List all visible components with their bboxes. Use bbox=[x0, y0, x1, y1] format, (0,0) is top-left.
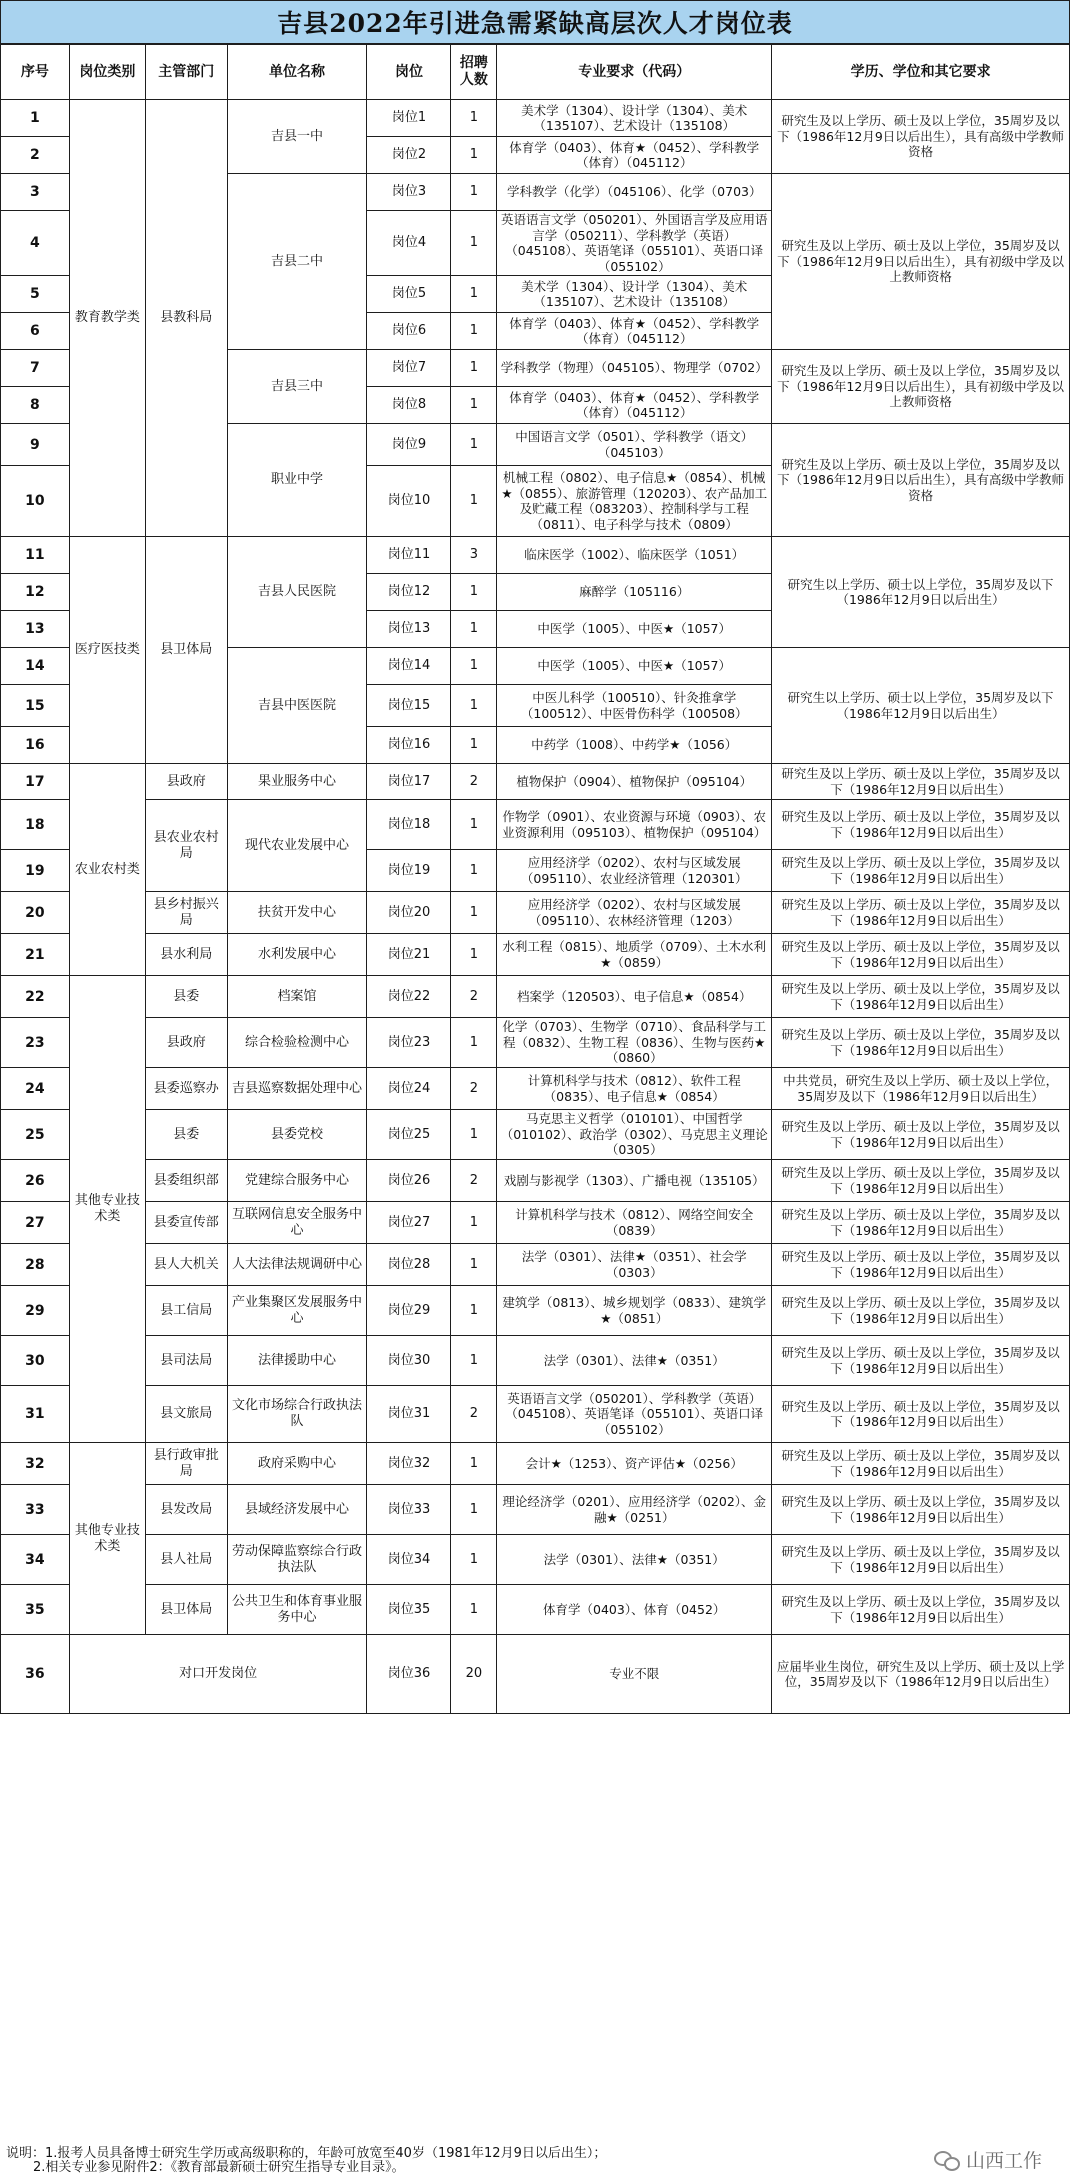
major-cell: 计算机科学与技术（0812）、软件工程（0835）、电子信息★（0854） bbox=[497, 1068, 772, 1110]
major-cell: 体育学（0403）、体育★（0452）、学科教学（体育）（045112） bbox=[497, 313, 772, 350]
post-cell: 岗位28 bbox=[367, 1244, 451, 1286]
count-cell: 1 bbox=[451, 387, 497, 424]
major-cell: 植物保护（0904）、植物保护（095104） bbox=[497, 764, 772, 800]
department-cell: 县农业农村局 bbox=[146, 800, 227, 892]
row-no: 23 bbox=[1, 1018, 70, 1068]
table-row bbox=[1, 976, 1070, 1018]
table-row bbox=[1, 1068, 1070, 1110]
count-cell: 1 bbox=[451, 850, 497, 892]
post-cell: 岗位1 bbox=[367, 100, 451, 137]
department-cell: 县教科局 bbox=[146, 100, 227, 537]
major-cell: 建筑学（0813）、城乡规划学（0833）、建筑学★（0851） bbox=[497, 1286, 772, 1336]
row-no: 9 bbox=[1, 424, 70, 466]
post-cell: 岗位31 bbox=[367, 1386, 451, 1443]
major-cell: 学科教学（物理）（045105）、物理学（0702） bbox=[497, 350, 772, 387]
post-cell: 岗位7 bbox=[367, 350, 451, 387]
row-no: 17 bbox=[1, 764, 70, 800]
row-no: 25 bbox=[1, 1110, 70, 1160]
post-cell: 岗位15 bbox=[367, 685, 451, 727]
positions-table bbox=[0, 44, 1070, 1714]
major-cell: 中医学（1005）、中医★（1057） bbox=[497, 611, 772, 648]
major-cell: 中医学（1005）、中医★（1057） bbox=[497, 648, 772, 685]
requirement-cell: 研究生及以上学历、硕士及以上学位，35周岁及以下（1986年12月9日以后出生） bbox=[772, 1018, 1070, 1068]
header-major: 专业要求（代码） bbox=[497, 45, 772, 100]
table-row bbox=[1, 1110, 1070, 1160]
count-cell: 1 bbox=[451, 313, 497, 350]
post-cell: 岗位33 bbox=[367, 1485, 451, 1535]
department-cell: 县委宣传部 bbox=[146, 1202, 227, 1244]
count-cell: 1 bbox=[451, 137, 497, 174]
count-cell: 1 bbox=[451, 1202, 497, 1244]
major-cell: 学科教学（化学）（045106）、化学（0703） bbox=[497, 174, 772, 211]
department-cell: 县委 bbox=[146, 1110, 227, 1160]
department-cell: 县人大机关 bbox=[146, 1244, 227, 1286]
major-cell: 体育学（0403）、体育★（0452）、学科教学（体育）（045112） bbox=[497, 137, 772, 174]
count-cell: 2 bbox=[451, 764, 497, 800]
row-no: 26 bbox=[1, 1160, 70, 1202]
department-cell: 县发改局 bbox=[146, 1485, 227, 1535]
unit-cell: 产业集聚区发展服务中心 bbox=[227, 1286, 367, 1336]
table-row bbox=[1, 1386, 1070, 1443]
major-cell: 美术学（1304）、设计学（1304）、美术（135107）、艺术设计（135108） bbox=[497, 100, 772, 137]
unit-cell: 吉县中医医院 bbox=[227, 648, 367, 764]
major-cell: 体育学（0403）、体育（0452） bbox=[497, 1585, 772, 1635]
post-cell: 岗位34 bbox=[367, 1535, 451, 1585]
count-cell: 2 bbox=[451, 976, 497, 1018]
unit-cell: 职业中学 bbox=[227, 424, 367, 537]
unit-cell: 人大法律法规调研中心 bbox=[227, 1244, 367, 1286]
count-cell: 1 bbox=[451, 1585, 497, 1635]
watermark bbox=[934, 2146, 1042, 2173]
row-no: 19 bbox=[1, 850, 70, 892]
requirement-cell: 研究生以上学历、硕士以上学位，35周岁及以下（1986年12月9日以后出生） bbox=[772, 648, 1070, 764]
row-no: 14 bbox=[1, 648, 70, 685]
table-row bbox=[1, 800, 1070, 850]
requirement-cell: 研究生及以上学历、硕士及以上学位，35周岁及以下（1986年12月9日以后出生） bbox=[772, 1286, 1070, 1336]
department-cell: 县委巡察办 bbox=[146, 1068, 227, 1110]
table-row bbox=[1, 764, 1070, 800]
count-cell: 2 bbox=[451, 1160, 497, 1202]
header-no: 序号 bbox=[1, 45, 70, 100]
major-cell: 机械工程（0802）、电子信息★（0854）、机械★（0855）、旅游管理（120203）、农产品加工及贮藏工程（083203）、控制科学与工程（0811）、电子科学与技术（0809） bbox=[497, 466, 772, 537]
post-cell: 岗位23 bbox=[367, 1018, 451, 1068]
post-cell: 岗位6 bbox=[367, 313, 451, 350]
count-cell: 1 bbox=[451, 648, 497, 685]
post-cell: 岗位14 bbox=[367, 648, 451, 685]
major-cell: 美术学（1304）、设计学（1304）、美术（135107）、艺术设计（135108） bbox=[497, 276, 772, 313]
requirement-cell: 研究生及以上学历、硕士及以上学位，35周岁及以下（1986年12月9日以后出生），具有初级中学及以上教师资格 bbox=[772, 350, 1070, 424]
table-row bbox=[1, 1336, 1070, 1386]
count-cell: 20 bbox=[451, 1635, 497, 1714]
count-cell: 2 bbox=[451, 1386, 497, 1443]
row-no: 24 bbox=[1, 1068, 70, 1110]
post-cell: 岗位9 bbox=[367, 424, 451, 466]
unit-cell: 现代农业发展中心 bbox=[227, 800, 367, 892]
row-no: 30 bbox=[1, 1336, 70, 1386]
major-cell: 专业不限 bbox=[497, 1635, 772, 1714]
row-no: 10 bbox=[1, 466, 70, 537]
count-cell: 1 bbox=[451, 574, 497, 611]
major-cell: 体育学（0403）、体育★（0452）、学科教学（体育）（045112） bbox=[497, 387, 772, 424]
major-cell: 水利工程（0815）、地质学（0709）、土木水利★（0859） bbox=[497, 934, 772, 976]
row-no: 11 bbox=[1, 537, 70, 574]
count-cell: 1 bbox=[451, 100, 497, 137]
requirement-cell: 研究生及以上学历、硕士及以上学位，35周岁及以下（1986年12月9日以后出生） bbox=[772, 892, 1070, 934]
row-no: 16 bbox=[1, 727, 70, 764]
unit-cell: 吉县一中 bbox=[227, 100, 367, 174]
requirement-cell: 研究生及以上学历、硕士及以上学位，35周岁及以下（1986年12月9日以后出生），具有高级中学教师资格 bbox=[772, 100, 1070, 174]
row-no: 1 bbox=[1, 100, 70, 137]
unit-cell: 综合检验检测中心 bbox=[227, 1018, 367, 1068]
major-cell: 会计★（1253）、资产评估★（0256） bbox=[497, 1443, 772, 1485]
post-cell: 岗位11 bbox=[367, 537, 451, 574]
major-cell: 法学（0301）、法律★（0351）、社会学（0303） bbox=[497, 1244, 772, 1286]
post-cell: 岗位21 bbox=[367, 934, 451, 976]
post-cell: 岗位32 bbox=[367, 1443, 451, 1485]
count-cell: 1 bbox=[451, 611, 497, 648]
post-cell: 岗位25 bbox=[367, 1110, 451, 1160]
row-no: 20 bbox=[1, 892, 70, 934]
table-header-row bbox=[1, 45, 1070, 100]
requirement-cell: 研究生及以上学历、硕士及以上学位，35周岁及以下（1986年12月9日以后出生） bbox=[772, 1244, 1070, 1286]
row-no: 27 bbox=[1, 1202, 70, 1244]
row-no: 8 bbox=[1, 387, 70, 424]
department-cell: 县行政审批局 bbox=[146, 1443, 227, 1485]
post-cell: 岗位10 bbox=[367, 466, 451, 537]
major-cell: 英语语言文学（050201）、学科教学（英语）（045108）、英语笔译（055101）、英语口译（055102） bbox=[497, 1386, 772, 1443]
major-cell: 理论经济学（0201）、应用经济学（0202）、金融★（0251） bbox=[497, 1485, 772, 1535]
requirement-cell: 研究生及以上学历、硕士及以上学位，35周岁及以下（1986年12月9日以后出生） bbox=[772, 1336, 1070, 1386]
post-cell: 岗位13 bbox=[367, 611, 451, 648]
count-cell: 1 bbox=[451, 934, 497, 976]
table-row bbox=[1, 1443, 1070, 1485]
notes bbox=[6, 2147, 1066, 2175]
count-cell: 2 bbox=[451, 1068, 497, 1110]
header-unit: 单位名称 bbox=[227, 45, 367, 100]
major-cell: 法学（0301）、法律★（0351） bbox=[497, 1535, 772, 1585]
post-cell: 岗位30 bbox=[367, 1336, 451, 1386]
row-no: 34 bbox=[1, 1535, 70, 1585]
unit-cell: 劳动保障监察综合行政执法队 bbox=[227, 1535, 367, 1585]
post-cell: 岗位20 bbox=[367, 892, 451, 934]
post-cell: 岗位8 bbox=[367, 387, 451, 424]
count-cell: 1 bbox=[451, 466, 497, 537]
post-cell: 岗位27 bbox=[367, 1202, 451, 1244]
category-cell: 医疗医技类 bbox=[69, 537, 145, 764]
major-cell: 麻醉学（105116） bbox=[497, 574, 772, 611]
unit-cell: 吉县二中 bbox=[227, 174, 367, 350]
row-no: 12 bbox=[1, 574, 70, 611]
header-category: 岗位类别 bbox=[69, 45, 145, 100]
requirement-cell: 研究生及以上学历、硕士及以上学位，35周岁及以下（1986年12月9日以后出生），具有高级中学教师资格 bbox=[772, 424, 1070, 537]
table-row bbox=[1, 934, 1070, 976]
row-no: 21 bbox=[1, 934, 70, 976]
major-cell: 化学（0703）、生物学（0710）、食品科学与工程（0832）、生物工程（0836）、生物与医药★（0860） bbox=[497, 1018, 772, 1068]
requirement-cell: 中共党员，研究生及以上学历、硕士及以上学位，35周岁及以下（1986年12月9日以后出生） bbox=[772, 1068, 1070, 1110]
watermark-text: 山西工作 bbox=[965, 2150, 1042, 2172]
row-no: 29 bbox=[1, 1286, 70, 1336]
requirement-cell: 研究生及以上学历、硕士及以上学位，35周岁及以下（1986年12月9日以后出生） bbox=[772, 1535, 1070, 1585]
requirement-cell: 研究生及以上学历、硕士及以上学位，35周岁及以下（1986年12月9日以后出生） bbox=[772, 764, 1070, 800]
count-cell: 1 bbox=[451, 1535, 497, 1585]
major-cell: 临床医学（1002）、临床医学（1051） bbox=[497, 537, 772, 574]
requirement-cell: 研究生及以上学历、硕士及以上学位，35周岁及以下（1986年12月9日以后出生），具有初级中学及以上教师资格 bbox=[772, 174, 1070, 350]
post-cell: 岗位2 bbox=[367, 137, 451, 174]
requirement-cell: 研究生及以上学历、硕士及以上学位，35周岁及以下（1986年12月9日以后出生） bbox=[772, 1386, 1070, 1443]
count-cell: 1 bbox=[451, 1110, 497, 1160]
major-cell: 作物学（0901）、农业资源与环境（0903）、农业资源利用（095103）、植物保护（095104） bbox=[497, 800, 772, 850]
count-cell: 1 bbox=[451, 211, 497, 276]
post-cell: 岗位18 bbox=[367, 800, 451, 850]
unit-cell: 县域经济发展中心 bbox=[227, 1485, 367, 1535]
major-cell: 英语语言文学（050201）、外国语言学及应用语言学（050211）、学科教学（英语）（045108）、英语笔译（055101）、英语口译（055102） bbox=[497, 211, 772, 276]
table-row bbox=[1, 537, 1070, 574]
major-cell: 中医儿科学（100510）、针灸推拿学（100512）、中医骨伤科学（100508） bbox=[497, 685, 772, 727]
unit-cell: 县委党校 bbox=[227, 1110, 367, 1160]
count-cell: 1 bbox=[451, 1286, 497, 1336]
note-line-1: 说明：1.报考人员具备博士研究生学历或高级职称的，年龄可放宽至40岁（1981年12月9日以后出生）； bbox=[6, 2146, 607, 2161]
special-post-cell: 对口开发岗位 bbox=[69, 1635, 367, 1714]
table-row bbox=[1, 892, 1070, 934]
row-no: 13 bbox=[1, 611, 70, 648]
department-cell: 县工信局 bbox=[146, 1286, 227, 1336]
requirement-cell: 研究生及以上学历、硕士及以上学位，35周岁及以下（1986年12月9日以后出生） bbox=[772, 800, 1070, 850]
row-no: 33 bbox=[1, 1485, 70, 1535]
department-cell: 县人社局 bbox=[146, 1535, 227, 1585]
department-cell: 县卫体局 bbox=[146, 1585, 227, 1635]
unit-cell: 公共卫生和体育事业服务中心 bbox=[227, 1585, 367, 1635]
post-cell: 岗位24 bbox=[367, 1068, 451, 1110]
table-row bbox=[1, 100, 1070, 137]
count-cell: 3 bbox=[451, 537, 497, 574]
requirement-cell: 研究生及以上学历、硕士及以上学位，35周岁及以下（1986年12月9日以后出生） bbox=[772, 1202, 1070, 1244]
row-no: 2 bbox=[1, 137, 70, 174]
major-cell: 计算机科学与技术（0812）、网络空间安全（0839） bbox=[497, 1202, 772, 1244]
post-cell: 岗位16 bbox=[367, 727, 451, 764]
category-cell: 其他专业技术类 bbox=[69, 976, 145, 1443]
major-cell: 应用经济学（0202）、农村与区域发展（095110）、农业经济管理（120301） bbox=[497, 850, 772, 892]
row-no: 22 bbox=[1, 976, 70, 1018]
table-row bbox=[1, 1635, 1070, 1714]
table-row bbox=[1, 1485, 1070, 1535]
unit-cell: 档案馆 bbox=[227, 976, 367, 1018]
major-cell: 法学（0301）、法律★（0351） bbox=[497, 1336, 772, 1386]
requirement-cell: 研究生及以上学历、硕士及以上学位，35周岁及以下（1986年12月9日以后出生） bbox=[772, 1160, 1070, 1202]
row-no: 3 bbox=[1, 174, 70, 211]
department-cell: 县政府 bbox=[146, 764, 227, 800]
major-cell: 中药学（1008）、中药学★（1056） bbox=[497, 727, 772, 764]
header-department: 主管部门 bbox=[146, 45, 227, 100]
count-cell: 1 bbox=[451, 174, 497, 211]
major-cell: 马克思主义哲学（010101）、中国哲学（010102）、政治学（0302）、马克思主义理论（0305） bbox=[497, 1110, 772, 1160]
table-row bbox=[1, 1585, 1070, 1635]
post-cell: 岗位3 bbox=[367, 174, 451, 211]
post-cell: 岗位4 bbox=[367, 211, 451, 276]
requirement-cell: 研究生及以上学历、硕士及以上学位，35周岁及以下（1986年12月9日以后出生） bbox=[772, 934, 1070, 976]
requirement-cell: 研究生及以上学历、硕士及以上学位，35周岁及以下（1986年12月9日以后出生） bbox=[772, 976, 1070, 1018]
count-cell: 1 bbox=[451, 424, 497, 466]
table-row bbox=[1, 1286, 1070, 1336]
department-cell: 县委组织部 bbox=[146, 1160, 227, 1202]
header-post: 岗位 bbox=[367, 45, 451, 100]
count-cell: 1 bbox=[451, 727, 497, 764]
row-no: 6 bbox=[1, 313, 70, 350]
count-cell: 1 bbox=[451, 800, 497, 850]
post-cell: 岗位29 bbox=[367, 1286, 451, 1336]
count-cell: 1 bbox=[451, 1018, 497, 1068]
page-title: 吉县2022年引进急需紧缺高层次人才岗位表 bbox=[0, 0, 1070, 44]
post-cell: 岗位36 bbox=[367, 1635, 451, 1714]
table-row bbox=[1, 1535, 1070, 1585]
unit-cell: 文化市场综合行政执法队 bbox=[227, 1386, 367, 1443]
note-line-2: 2.相关专业参见附件2：《教育部最新硕士研究生指导专业目录》。 bbox=[33, 2160, 405, 2175]
major-cell: 应用经济学（0202）、农村与区域发展（095110）、农林经济管理（1203） bbox=[497, 892, 772, 934]
post-cell: 岗位22 bbox=[367, 976, 451, 1018]
count-cell: 1 bbox=[451, 350, 497, 387]
department-cell: 县司法局 bbox=[146, 1336, 227, 1386]
table-row bbox=[1, 1244, 1070, 1286]
unit-cell: 吉县巡察数据处理中心 bbox=[227, 1068, 367, 1110]
row-no: 31 bbox=[1, 1386, 70, 1443]
post-cell: 岗位12 bbox=[367, 574, 451, 611]
requirement-cell: 研究生及以上学历、硕士及以上学位，35周岁及以下（1986年12月9日以后出生） bbox=[772, 850, 1070, 892]
count-cell: 1 bbox=[451, 892, 497, 934]
category-cell: 教育教学类 bbox=[69, 100, 145, 537]
table-row bbox=[1, 1202, 1070, 1244]
row-no: 36 bbox=[1, 1635, 70, 1714]
requirement-cell: 研究生及以上学历、硕士及以上学位，35周岁及以下（1986年12月9日以后出生） bbox=[772, 1443, 1070, 1485]
count-cell: 1 bbox=[451, 685, 497, 727]
requirement-cell: 研究生及以上学历、硕士及以上学位，35周岁及以下（1986年12月9日以后出生） bbox=[772, 1110, 1070, 1160]
post-cell: 岗位5 bbox=[367, 276, 451, 313]
row-no: 15 bbox=[1, 685, 70, 727]
major-cell: 中国语言文学（0501）、学科教学（语文）（045103） bbox=[497, 424, 772, 466]
table-row bbox=[1, 1018, 1070, 1068]
department-cell: 县文旅局 bbox=[146, 1386, 227, 1443]
unit-cell: 果业服务中心 bbox=[227, 764, 367, 800]
count-cell: 1 bbox=[451, 1485, 497, 1535]
count-cell: 1 bbox=[451, 1244, 497, 1286]
header-count: 招聘人数 bbox=[451, 45, 497, 100]
count-cell: 1 bbox=[451, 1443, 497, 1485]
row-no: 28 bbox=[1, 1244, 70, 1286]
unit-cell: 互联网信息安全服务中心 bbox=[227, 1202, 367, 1244]
department-cell: 县卫体局 bbox=[146, 537, 227, 764]
unit-cell: 党建综合服务中心 bbox=[227, 1160, 367, 1202]
department-cell: 县乡村振兴局 bbox=[146, 892, 227, 934]
count-cell: 1 bbox=[451, 276, 497, 313]
unit-cell: 水利发展中心 bbox=[227, 934, 367, 976]
requirement-cell: 研究生及以上学历、硕士及以上学位，35周岁及以下（1986年12月9日以后出生） bbox=[772, 1485, 1070, 1535]
row-no: 32 bbox=[1, 1443, 70, 1485]
header-requirements: 学历、学位和其它要求 bbox=[772, 45, 1070, 100]
requirement-cell: 应届毕业生岗位，研究生及以上学历、硕士及以上学位，35周岁及以下（1986年12月9日以后出生） bbox=[772, 1635, 1070, 1714]
count-cell: 1 bbox=[451, 1336, 497, 1386]
post-cell: 岗位35 bbox=[367, 1585, 451, 1635]
major-cell: 档案学（120503）、电子信息★（0854） bbox=[497, 976, 772, 1018]
unit-cell: 政府采购中心 bbox=[227, 1443, 367, 1485]
unit-cell: 吉县人民医院 bbox=[227, 537, 367, 648]
requirement-cell: 研究生及以上学历、硕士及以上学位，35周岁及以下（1986年12月9日以后出生） bbox=[772, 1585, 1070, 1635]
category-cell: 其他专业技术类 bbox=[69, 1443, 145, 1635]
post-cell: 岗位17 bbox=[367, 764, 451, 800]
major-cell: 戏剧与影视学（1303）、广播电视（135105） bbox=[497, 1160, 772, 1202]
unit-cell: 法律援助中心 bbox=[227, 1336, 367, 1386]
row-no: 7 bbox=[1, 350, 70, 387]
department-cell: 县委 bbox=[146, 976, 227, 1018]
row-no: 18 bbox=[1, 800, 70, 850]
table-row bbox=[1, 1160, 1070, 1202]
row-no: 4 bbox=[1, 211, 70, 276]
department-cell: 县政府 bbox=[146, 1018, 227, 1068]
department-cell: 县水利局 bbox=[146, 934, 227, 976]
row-no: 35 bbox=[1, 1585, 70, 1635]
category-cell: 农业农村类 bbox=[69, 764, 145, 976]
post-cell: 岗位19 bbox=[367, 850, 451, 892]
post-cell: 岗位26 bbox=[367, 1160, 451, 1202]
wechat-icon bbox=[934, 2150, 960, 2170]
requirement-cell: 研究生以上学历、硕士以上学位，35周岁及以下（1986年12月9日以后出生） bbox=[772, 537, 1070, 648]
unit-cell: 扶贫开发中心 bbox=[227, 892, 367, 934]
unit-cell: 吉县三中 bbox=[227, 350, 367, 424]
row-no: 5 bbox=[1, 276, 70, 313]
